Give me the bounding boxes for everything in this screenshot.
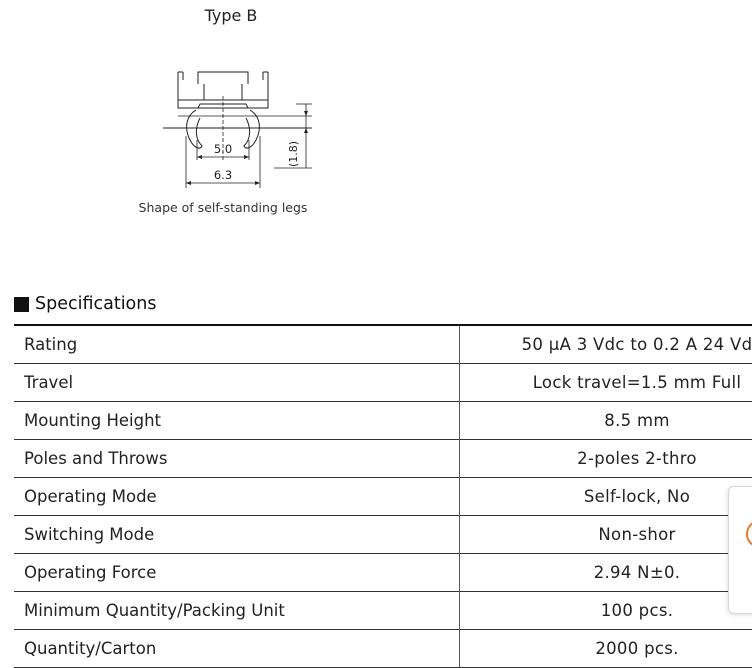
spec-label: Travel	[14, 363, 460, 401]
spec-value: 2.94 N±0.	[593, 562, 681, 582]
spec-label: Rating	[14, 325, 460, 363]
specifications-heading-text: Specifications	[35, 294, 157, 314]
table-row	[14, 553, 752, 591]
spec-label: Minimum Quantity/Packing Unit	[14, 591, 460, 629]
spec-value: 8.5 mm	[604, 410, 670, 430]
heading-square-icon	[14, 297, 29, 312]
table-row	[14, 515, 752, 553]
figure-caption: Shape of self-standing legs	[138, 200, 308, 215]
table-row	[14, 325, 752, 363]
spec-value: 50 μA 3 Vdc to 0.2 A 24 Vd	[521, 334, 752, 354]
self-standing-legs-drawing	[150, 60, 330, 195]
spec-label: Poles and Throws	[14, 439, 460, 477]
spec-label: Operating Force	[14, 553, 460, 591]
specifications-heading	[14, 294, 156, 314]
spec-value: 100 pcs.	[600, 600, 674, 620]
figure-title: Type B	[204, 6, 258, 25]
spec-value: Self-lock, No	[583, 486, 691, 506]
floating-side-widget[interactable]	[728, 486, 752, 614]
spec-value: Lock travel=1.5 mm Full	[532, 372, 742, 392]
table-row	[14, 439, 752, 477]
dim-inner-label: 5.0	[213, 142, 233, 156]
table-row	[14, 591, 752, 629]
specifications-table	[14, 324, 752, 668]
table-row	[14, 629, 752, 667]
spec-value: 2-poles 2-thro	[577, 448, 697, 468]
spec-label: Operating Mode	[14, 477, 460, 515]
spec-label: Switching Mode	[14, 515, 460, 553]
table-row	[14, 477, 752, 515]
spec-value: Non-shor	[598, 524, 676, 544]
spec-label: Mounting Height	[14, 401, 460, 439]
table-row	[14, 401, 752, 439]
spec-value: 2000 pcs.	[595, 638, 679, 658]
table-row	[14, 363, 752, 401]
circle-icon[interactable]	[746, 520, 752, 548]
dim-outer-label: 6.3	[213, 168, 233, 182]
dim-height-label: (1.8)	[287, 140, 300, 168]
spec-label: Quantity/Carton	[14, 629, 460, 667]
